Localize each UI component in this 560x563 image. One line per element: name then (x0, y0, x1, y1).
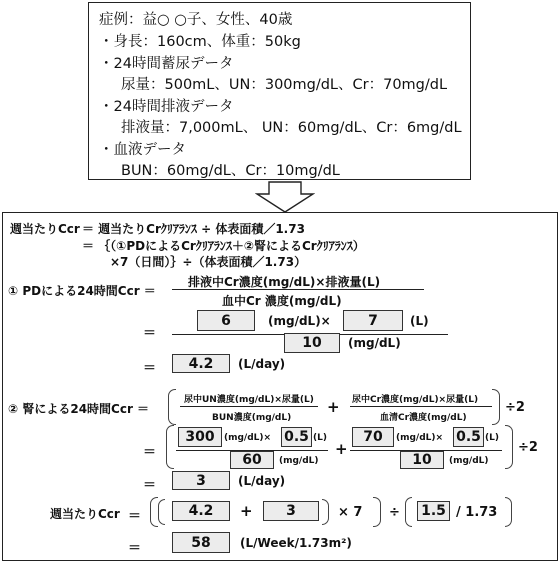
kidney-bun-box: 60 (230, 451, 274, 469)
kidney-result-equals: ＝ (143, 478, 157, 493)
weekly-bsa-box: 1.5 (417, 501, 450, 521)
kidney-unit-l-1: (L) (313, 433, 327, 443)
weekly-def-line2: ＝ ｛（①PDによるCrｸﾘｱﾗﾝｽ＋②腎によるCrｸﾘｱﾗﾝｽ） (82, 239, 365, 253)
case-drain-heading: ・24時間排液データ (99, 99, 234, 115)
weekly-def-line3: ×7（日間）｝÷（体表面積／1.73） (110, 255, 307, 269)
weekly-outer-left-brace (150, 497, 158, 527)
kidney-unit-mgdl-1: (mg/dL) (279, 456, 319, 466)
kidney-den-bun: BUN濃度(mg/dL) (212, 413, 292, 423)
weekly-div: ÷ (389, 505, 400, 520)
kidney-un-box: 300 (178, 427, 222, 447)
pd-unit-mgdl: (mg/dL) (348, 336, 401, 350)
pd-fraction-line (172, 289, 424, 290)
kidney-right-paren (492, 389, 500, 425)
kidney-vol-box-1: 0.5 (281, 427, 312, 447)
pd-denominator: 血中Cr 濃度(mg/dL) (222, 294, 342, 308)
weekly-outer-right-brace (373, 497, 381, 527)
kidney-unit-mgdl-2: (mg/dL) (449, 456, 489, 466)
kidney-left-paren (168, 389, 176, 425)
weekly-plus: + (240, 502, 253, 520)
pd-volume-value-box: 7 (343, 310, 403, 331)
down-arrow-icon (255, 181, 315, 213)
weekly-pd-box: 4.2 (172, 501, 230, 521)
pd-blood-cr-value-box: 10 (284, 333, 340, 353)
kidney-equals: ＝ (143, 445, 157, 460)
weekly-bsa-right-paren (505, 497, 512, 527)
kidney-unit-2: (mg/dL)× (396, 433, 444, 443)
kidney-values-left-paren (166, 425, 174, 469)
weekly-calc-label: 週当たりCcr (50, 507, 120, 521)
kidney-plus-2: + (335, 440, 348, 458)
weekly-result-unit: (L/Week/1.73m²) (240, 536, 352, 550)
case-title: 症例：益○ ○子、女性、40歳 (99, 12, 293, 28)
pd-cr-value-box: 6 (197, 310, 255, 331)
weekly-inner-left-paren (158, 499, 165, 525)
case-urine-heading: ・24時間蓄尿データ (99, 56, 234, 72)
kidney-num-un: 尿中UN濃度(mg/dL)×尿量(L) (184, 395, 314, 405)
weekly-def-line1: ＝ 週当たりCrｸﾘｱﾗﾝｽ ÷ 体表面積／1.73 (82, 222, 305, 236)
kidney-result-box: 3 (172, 471, 230, 490)
kidney-cr-box: 70 (352, 427, 394, 447)
case-drain-values: 排液量：7,000mL、 UN：60mg/dL、Cr：6mg/dL (121, 120, 462, 136)
weekly-bsa-left-paren (405, 497, 412, 527)
pd-result-equals: ＝ (143, 361, 157, 376)
case-urine-values: 尿量：500mL、UN：300mg/dL、Cr：70mg/dL (121, 77, 448, 93)
pd-result-box: 4.2 (172, 354, 230, 373)
pd-unit-mgdl-times: (mg/dL)× (268, 314, 331, 328)
weekly-times7: × 7 (338, 505, 363, 520)
weekly-slash-173: / 1.73 (456, 505, 498, 520)
kidney-unit-1: (mg/dL)× (224, 433, 272, 443)
weekly-result-equals: ＝ (128, 541, 142, 556)
pd-unit-l: (L) (410, 314, 429, 328)
kidney-values-right-paren (505, 425, 513, 469)
kidney-fraction-line-2 (350, 406, 492, 407)
kidney-unit-l-2: (L) (485, 433, 499, 443)
kidney-result-unit: (L/day) (238, 474, 286, 488)
case-height-weight: ・身長：160cm、体重：50kg (99, 34, 301, 50)
weekly-result-box: 58 (172, 532, 230, 553)
pd-equals: ＝ (143, 326, 157, 341)
kidney-values-div2: ÷2 (518, 440, 538, 455)
kidney-vol-box-2: 0.5 (453, 427, 484, 447)
kidney-plus-1: + (327, 398, 340, 416)
weekly-ccr-label: 週当たりCcr (10, 222, 80, 236)
kidney-den-scr: 血清Cr濃度(mg/dL) (380, 413, 467, 423)
pd-ccr-label: ① PDによる24時間Ccr ＝ (8, 284, 156, 298)
weekly-equals: ＝ (128, 509, 142, 524)
kidney-fraction-line-1 (180, 406, 318, 407)
kidney-div2: ÷2 (505, 400, 525, 415)
pd-numerator: 排液中Cr濃度(mg/dL)×排液量(L) (188, 275, 381, 289)
weekly-inner-right-paren (322, 499, 329, 525)
case-blood-heading: ・血液データ (99, 142, 186, 158)
weekly-kidney-box: 3 (263, 501, 319, 521)
case-info-box (88, 2, 471, 180)
kidney-num-cr: 尿中Cr濃度(mg/dL)×尿量(L) (352, 395, 479, 405)
kidney-scr-box: 10 (400, 451, 444, 469)
case-blood-values: BUN：60mg/dL、Cr：10mg/dL (121, 163, 340, 179)
pd-result-unit: (L/day) (238, 357, 286, 371)
kidney-ccr-label: ② 腎による24時間Ccr ＝ (8, 402, 150, 416)
